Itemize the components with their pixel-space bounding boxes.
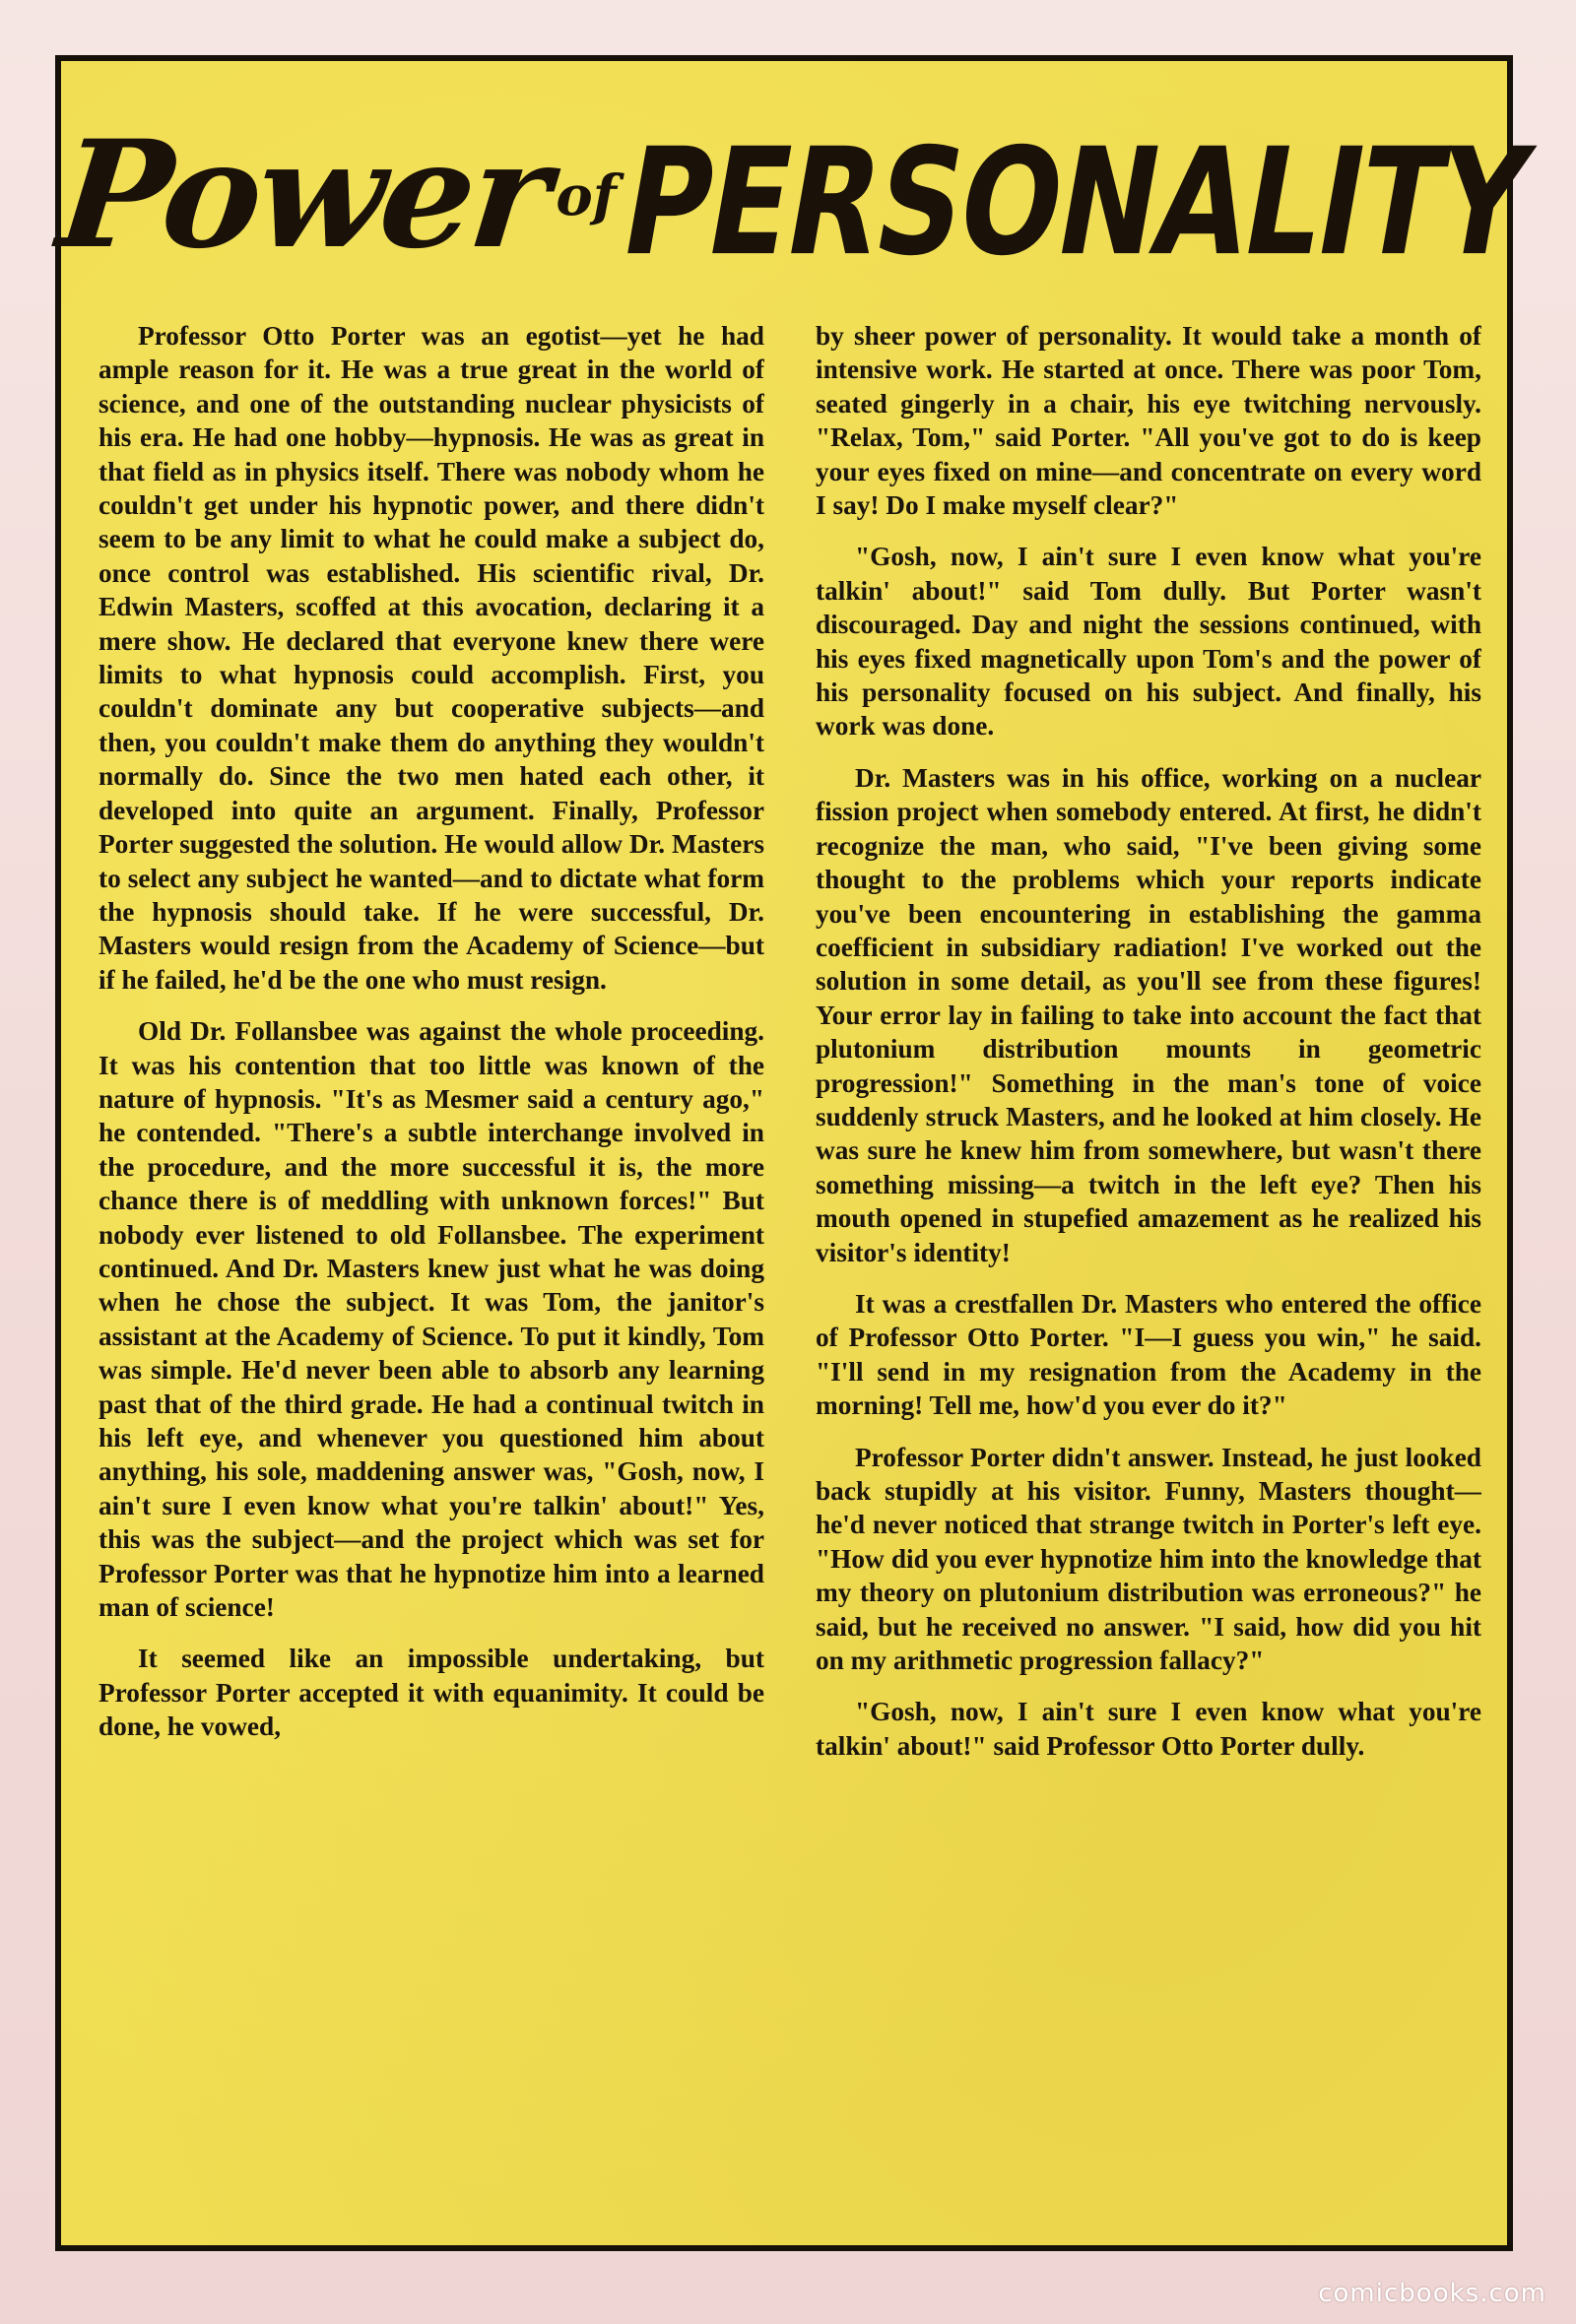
- paragraph: "Gosh, now, I ain't sure I even know what you're talkin' about!" said Professor Otto Porter dully.: [816, 1697, 1481, 1761]
- paragraph: It was a crestfallen Dr. Masters who entered the office of Professor Otto Porter. "I—I guess you win," he said. "I'll send in my resignation from the Academy in the morning! Tell me, how'd you ever do it?": [816, 1288, 1481, 1421]
- right-column: [816, 319, 1481, 2220]
- text-page-panel: [50, 55, 1540, 2251]
- left-column: [98, 319, 764, 2220]
- paragraph: by sheer power of personality. It would take a month of intensive work. He started at once. There was poor Tom, seated gingerly in a chair, his eye twitching nervously. "Relax, Tom," said Porter. "All you've got to do is keep your eyes fixed on mine—and concentrate on every word I say! Do I make myself clear?": [816, 321, 1481, 521]
- paragraph: Professor Otto Porter was an egotist—yet he had ample reason for it. He was a true great in the world of science, and one of the outstanding nuclear physicists of his era. He had one hobby—hypnosis. He was as great in that field as in physics itself. There was nobody whom he couldn't get under his hypnotic power, and there didn't seem to be any limit to what he could make a subject do, once control was established. His scientific rival, Dr. Edwin Masters, scoffed at this avocation, declaring it a mere show. He declared that everyone knew there were limits to what hypnosis could accomplish. First, you couldn't dominate any but cooperative subjects—and then, you couldn't make them do anything they wouldn't normally do. Since the two men hated each other, it developed into quite an argument. Finally, Professor Porter suggested the solution. He would allow Dr. Masters to select any subject he wanted—and to dictate what form the hypnosis should take. If he were successful, Dr. Masters would resign from the Academy of Science—but if he failed, he'd be the one who must resign.: [98, 321, 764, 995]
- paragraph: "Gosh, now, I ain't sure I even know what you're talkin' about!" said Tom dully. But Porter wasn't discouraged. Day and night the sessions continued, with his eyes fixed magnetically upon Tom's and the power of his personality focused on his subject. And finally, his work was done.: [816, 542, 1481, 742]
- story-title: [50, 100, 1540, 327]
- title-word-power: Power: [50, 108, 555, 282]
- paragraph: Old Dr. Follansbee was against the whole proceeding. It was his contention that too little was known of the nature of hypnosis. "It's as Mesmer said a century ago," he contended. "There's a subtle interchange involved in the procedure, and the more successful it is, the more chance there is of meddling with unknown forces!" But nobody ever listened to old Follansbee. The experiment continued. And Dr. Masters knew just what he was doing when he chose the subject. It was Tom, the janitor's assistant at the Academy of Science. To put it kindly, Tom was simple. He'd never been able to absorb any learning past that of the third grade. He had a continual twitch in his left eye, and whenever you questioned him about anything, his sole, maddening answer was, "Gosh, now, I ain't sure I even know what you're talkin' about!" Yes, this was the subject—and the project which was set for Professor Porter was that he hypnotize him into a learned man of science!: [98, 1016, 764, 1623]
- story-columns: [98, 319, 1481, 2220]
- title-word-of: of: [556, 163, 617, 228]
- site-watermark: comicbooks.com: [1318, 2279, 1546, 2308]
- title-word-personality: PERSONALITY: [610, 117, 1540, 290]
- paragraph: Professor Porter didn't answer. Instead, he just looked back stupidly at his visitor. Funny, Masters thought—he'd never noticed that strange twitch in Porter's left eye. "How did you ever hypnotize him into the knowledge that my theory on plutonium distribution was erroneous?" he said, but he received no answer. "I said, how did you hit on my arithmetic progression fallacy?": [816, 1442, 1481, 1676]
- paragraph: Dr. Masters was in his office, working on a nuclear fission project when somebody entered. At first, he didn't recognize the man, who said, "I've been giving some thought to the problems which your reports indicate you've been encountering in establishing the gamma coefficient in subsidiary radiation! I've worked out the solution in some detail, as you'll see from these figures! Your error lay in failing to take into account the fact that plutonium distribution mounts in geometric progression!" Something in the man's tone of voice suddenly struck Masters, and he looked at him closely. He was sure he knew him from somewhere, but wasn't there something missing—a twitch in the left eye? Then his mouth opened in stupefied amazement as he realized his visitor's identity!: [816, 762, 1481, 1267]
- paragraph: It seemed like an impossible undertaking, but Professor Porter accepted it with equanimity. It could be done, he vowed,: [98, 1644, 764, 1742]
